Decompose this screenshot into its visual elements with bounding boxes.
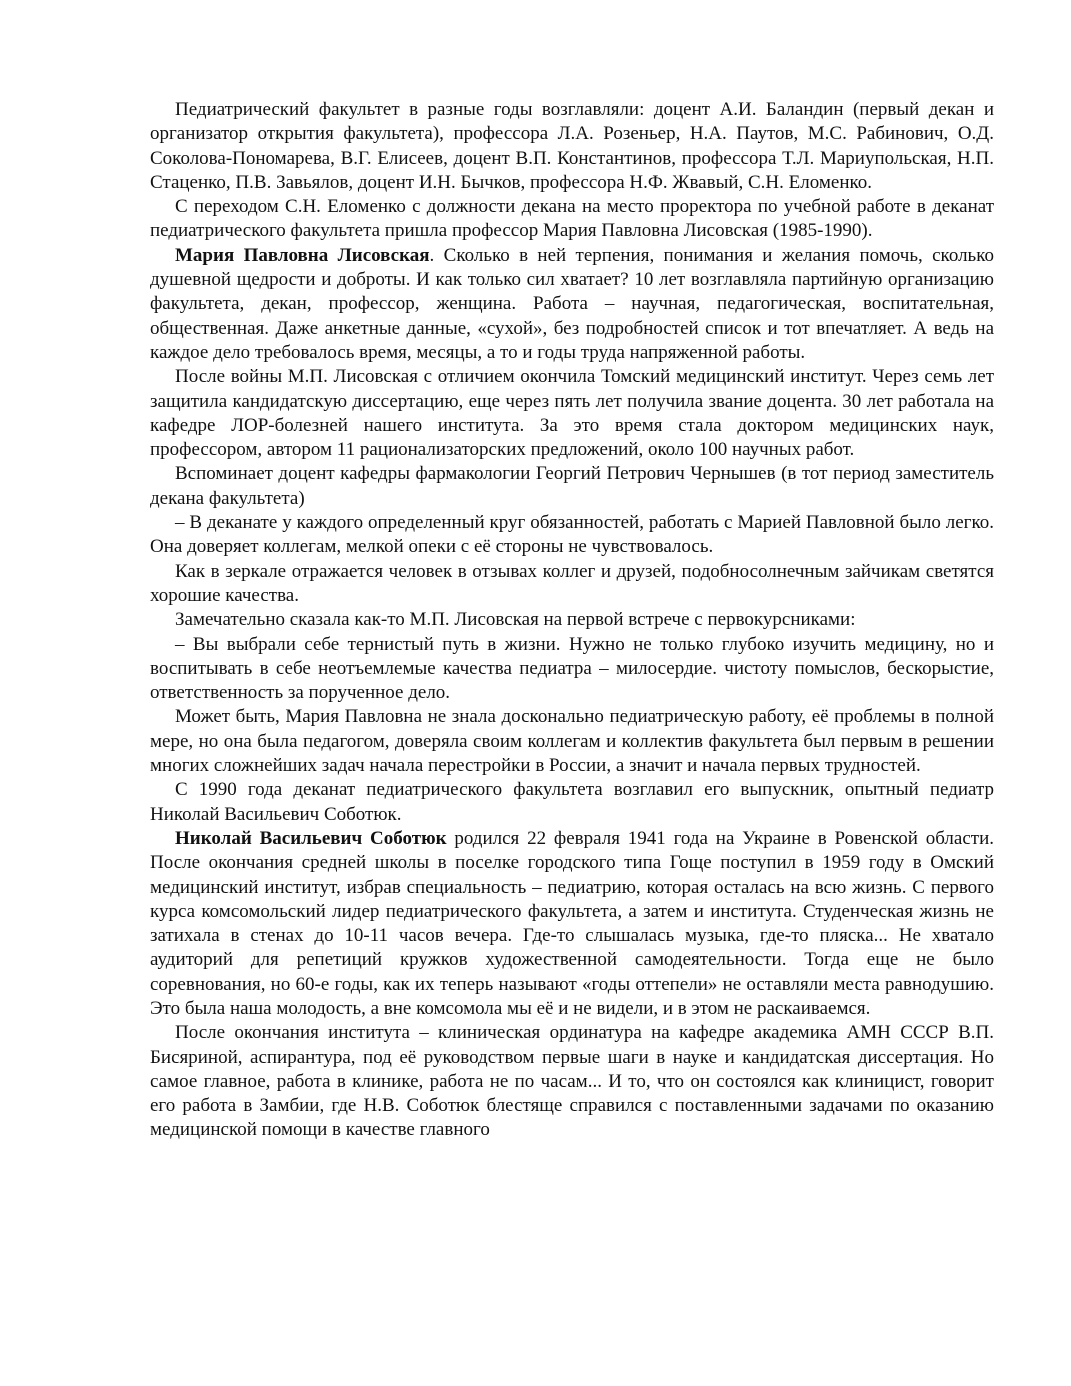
paragraph-text: Может быть, Мария Павловна не знала досконально педиатрическую работу, её проблемы в полной мере, но она была педагогом, доверяла своим коллегам и коллектив факультета был первым в решении многих сложнейших задач начала перестройки в России, а значит и начала первых трудностей. [150, 706, 994, 777]
paragraph-text: Замечательно сказала как-то М.П. Лисовская на первой встрече с первокурсниками: [175, 609, 856, 631]
paragraph-text: Как в зеркале отражается человек в отзывах коллег и друзей, подобносолнечным зайчикам светятся хорошие качества. [150, 560, 994, 606]
paragraph-sobotyuk-appointment [150, 778, 994, 827]
paragraph-lisovskaya-quote [150, 633, 994, 706]
paragraph-text: – В деканате у каждого определенный круг обязанностей, работать с Марией Павловной было легко. Она доверяет коллегам, мелкой опеки с её стороны не чувствовалось. [150, 512, 994, 558]
paragraph-sobotyuk-biography [150, 827, 994, 1021]
document-page [150, 98, 994, 1143]
paragraph-lisovskaya-profile [150, 244, 994, 365]
paragraph-text: родился 22 февраля 1941 года на Украине в Ровенской области. После окончания средней школы в поселке городского типа Гоще поступил в 1959 году в Омский медицинский институт, избрав специальность – педиатрию, которая осталась на всю жизнь. С первого курса комсомольский лидер педиатрического факультета, а затем и института. Студенческая жизнь не затихала в стенах до 10-11 часов вечера. Где-то слышалась музыка, где-то пляска... Не хватало аудиторий для репетиций кружков художественной самодеятельности. Тогда еще не было соревнования, но 60-е годы, как их теперь называют «годы оттепели» не оставляли места равнодушию. Это была наша молодость, а вне комсомола мы её и не видели, и в этом не раскаиваемся. [150, 827, 994, 1019]
paragraph-text: Педиатрический факультет в разные годы возглавляли: доцент А.И. Баландин (первый декан и организатор открытия факультета), профессора Л.А. Розеньер, Н.А. Паутов, М.С. Рабинович, О.Д. Соколова-Пономарева, В.Г. Елисеев, доцент В.П. Константинов, профессора Т.Л. Мариупольская, Н.П. Стаценко, П.В. Завьялов, доцент И.Н. Бычков, профессора Н.Ф. Жвавый, С.Н. Еломенко. [150, 99, 994, 193]
paragraph-chernyshev-intro [150, 462, 994, 511]
paragraph-text: После войны М.П. Лисовская с отличием окончила Томский медицинский институт. Через семь лет защитила кандидатскую диссертацию, еще через пять лет получила звание доцента. 30 лет работала на кафедре ЛОР-болезней нашего института. За это время стала доктором медицинских наук, профессором, автором 11 рационализаторских предложений, около 100 научных работ. [150, 366, 994, 461]
paragraph-text: Вспоминает доцент кафедры фармакологии Георгий Петрович Чернышев (в тот период заместитель декана факультета) [150, 463, 994, 509]
paragraph-first-meeting [150, 608, 994, 632]
paragraph-chernyshev-quote [150, 511, 994, 560]
paragraph-text: С переходом С.Н. Еломенко с должности декана на место проректора по учебной работе в деканат педиатрического факультета пришла профессор Мария Павловна Лисовская (1985-1990). [150, 196, 994, 242]
paragraph-lisovskaya-legacy [150, 705, 994, 778]
paragraph-lisovskaya-appointment [150, 195, 994, 244]
paragraph-text: После окончания института – клиническая ординатура на кафедре академика АМН СССР В.П. Бисяриной, аспирантура, под её руководством первые шаги в науке и кандидатская диссертация. Но самое главное, работа в клинике, работа не по часам... И то, что он состоялся как клиницист, говорит его работа в Замбии, где Н.В. Соботюк блестяще справился с поставленными задачами по оказанию медицинской помощи в качестве главного [150, 1022, 994, 1141]
paragraph-text: . Сколько в ней терпения, понимания и желания помочь, сколько душевной щедрости и доброты. И как только сил хватает? 10 лет возглавляла партийную организацию факультета, декан, профессор, женщина. Работа – научная, педагогическая, воспитательная, общественная. Даже анкетные данные, «сухой», без подробностей список и тот впечатляет. А ведь на каждое дело требовалось время, месяцы, а то и годы труда напряженной работы. [150, 244, 994, 363]
paragraph-text: – Вы выбрали себе тернистый путь в жизни. Нужно не только глубоко изучить медицину, но и воспитывать в себе неотъемлемые качества педиатра – милосердие. чистоту помыслов, бескорыстие, ответственность за порученное дело. [150, 633, 994, 704]
paragraph-deans-list [150, 98, 994, 195]
paragraph-bold-lead: Николай Васильевич Соботюк [175, 827, 447, 849]
paragraph-mirror [150, 560, 994, 609]
paragraph-text: С 1990 года деканат педиатрического факультета возглавил его выпускник, опытный педиатр Николай Васильевич Соботюк. [150, 779, 994, 825]
paragraph-lisovskaya-career [150, 365, 994, 462]
paragraph-bold-lead: Мария Павловна Лисовская [175, 244, 430, 266]
paragraph-sobotyuk-career [150, 1021, 994, 1142]
